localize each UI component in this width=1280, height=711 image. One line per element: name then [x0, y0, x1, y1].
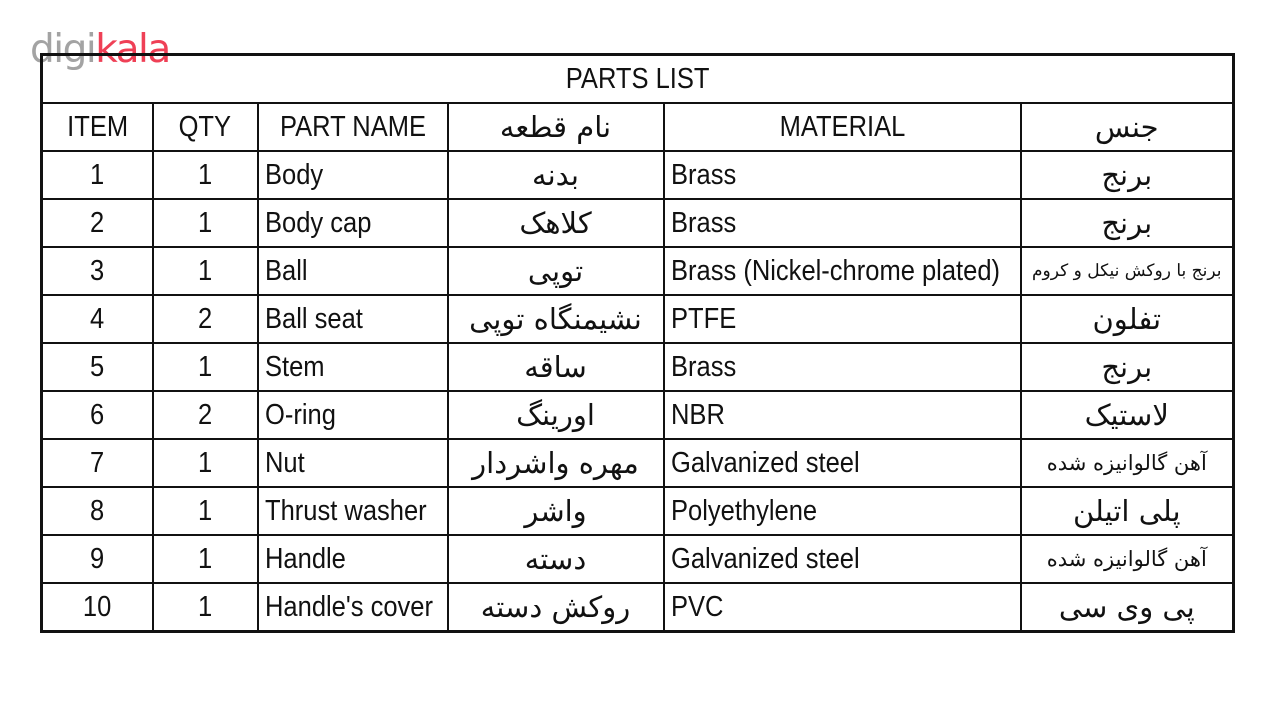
cell-part-name: Ball seat [258, 295, 448, 343]
cell-qty: 1 [153, 535, 258, 583]
cell-part-name: Thrust washer [258, 487, 448, 535]
cell-material: NBR [664, 391, 1021, 439]
cell-item: 3 [42, 247, 153, 295]
table-row [42, 439, 1234, 487]
cell-part-name-fa: نشیمنگاه توپی [448, 295, 664, 343]
cell-part-name-fa: دسته [448, 535, 664, 583]
cell-item: 5 [42, 343, 153, 391]
cell-qty: 1 [153, 151, 258, 199]
cell-qty: 1 [153, 247, 258, 295]
cell-part-name-fa: ساقه [448, 343, 664, 391]
cell-material: PTFE [664, 295, 1021, 343]
table-row [42, 151, 1234, 199]
cell-item: 7 [42, 439, 153, 487]
cell-item: 1 [42, 151, 153, 199]
cell-material-fa: لاستیک [1021, 391, 1234, 439]
header-item: ITEM [42, 103, 153, 151]
cell-material-fa: پلی اتیلن [1021, 487, 1234, 535]
cell-material: Brass [664, 343, 1021, 391]
cell-part-name: Body [258, 151, 448, 199]
table-row [42, 343, 1234, 391]
cell-part-name-fa: مهره واشردار [448, 439, 664, 487]
cell-material-fa: برنج [1021, 151, 1234, 199]
cell-material-fa: آهن گالوانیزه شده [1021, 439, 1234, 487]
cell-part-name-fa: واشر [448, 487, 664, 535]
table-row [42, 391, 1234, 439]
cell-item: 2 [42, 199, 153, 247]
table-row [42, 583, 1234, 632]
cell-item: 4 [42, 295, 153, 343]
table-header-row [42, 103, 1234, 151]
cell-part-name-fa: اورینگ [448, 391, 664, 439]
cell-qty: 1 [153, 343, 258, 391]
cell-part-name: Nut [258, 439, 448, 487]
header-part-name-fa: نام قطعه [448, 103, 664, 151]
cell-material: Brass (Nickel-chrome plated) [664, 247, 1021, 295]
cell-material-fa: تفلون [1021, 295, 1234, 343]
parts-list-table [40, 53, 1235, 633]
cell-material-fa: برنج [1021, 199, 1234, 247]
cell-part-name: Stem [258, 343, 448, 391]
cell-material: Polyethylene [664, 487, 1021, 535]
cell-item: 6 [42, 391, 153, 439]
cell-material: Brass [664, 199, 1021, 247]
table-row [42, 199, 1234, 247]
cell-material: Brass [664, 151, 1021, 199]
header-material-fa: جنس [1021, 103, 1234, 151]
cell-part-name: Handle [258, 535, 448, 583]
table-row [42, 487, 1234, 535]
cell-part-name-fa: روکش دسته [448, 583, 664, 632]
logo-text-digi: digi [30, 27, 96, 72]
cell-material: PVC [664, 583, 1021, 632]
cell-item: 8 [42, 487, 153, 535]
header-material: MATERIAL [664, 103, 1021, 151]
cell-material-fa: آهن گالوانیزه شده [1021, 535, 1234, 583]
cell-qty: 1 [153, 487, 258, 535]
cell-part-name: Body cap [258, 199, 448, 247]
table-row [42, 247, 1234, 295]
cell-material-fa: برنج با روکش نیکل و کروم [1021, 247, 1234, 295]
cell-material: Galvanized steel [664, 439, 1021, 487]
cell-part-name: O-ring [258, 391, 448, 439]
cell-part-name: Handle's cover [258, 583, 448, 632]
cell-qty: 1 [153, 439, 258, 487]
table-title-row [42, 55, 1234, 104]
table-row [42, 535, 1234, 583]
cell-part-name: Ball [258, 247, 448, 295]
cell-qty: 2 [153, 391, 258, 439]
logo-text-kala: kala [95, 27, 170, 72]
cell-qty: 2 [153, 295, 258, 343]
cell-item: 10 [42, 583, 153, 632]
cell-material-fa: پی وی سی [1021, 583, 1234, 632]
header-part-name: PART NAME [258, 103, 448, 151]
table-row [42, 295, 1234, 343]
cell-part-name-fa: بدنه [448, 151, 664, 199]
cell-item: 9 [42, 535, 153, 583]
header-qty: QTY [153, 103, 258, 151]
cell-qty: 1 [153, 199, 258, 247]
cell-part-name-fa: توپی [448, 247, 664, 295]
cell-part-name-fa: کلاهک [448, 199, 664, 247]
cell-qty: 1 [153, 583, 258, 632]
table-title: PARTS LIST [42, 55, 1234, 104]
cell-material: Galvanized steel [664, 535, 1021, 583]
cell-material-fa: برنج [1021, 343, 1234, 391]
